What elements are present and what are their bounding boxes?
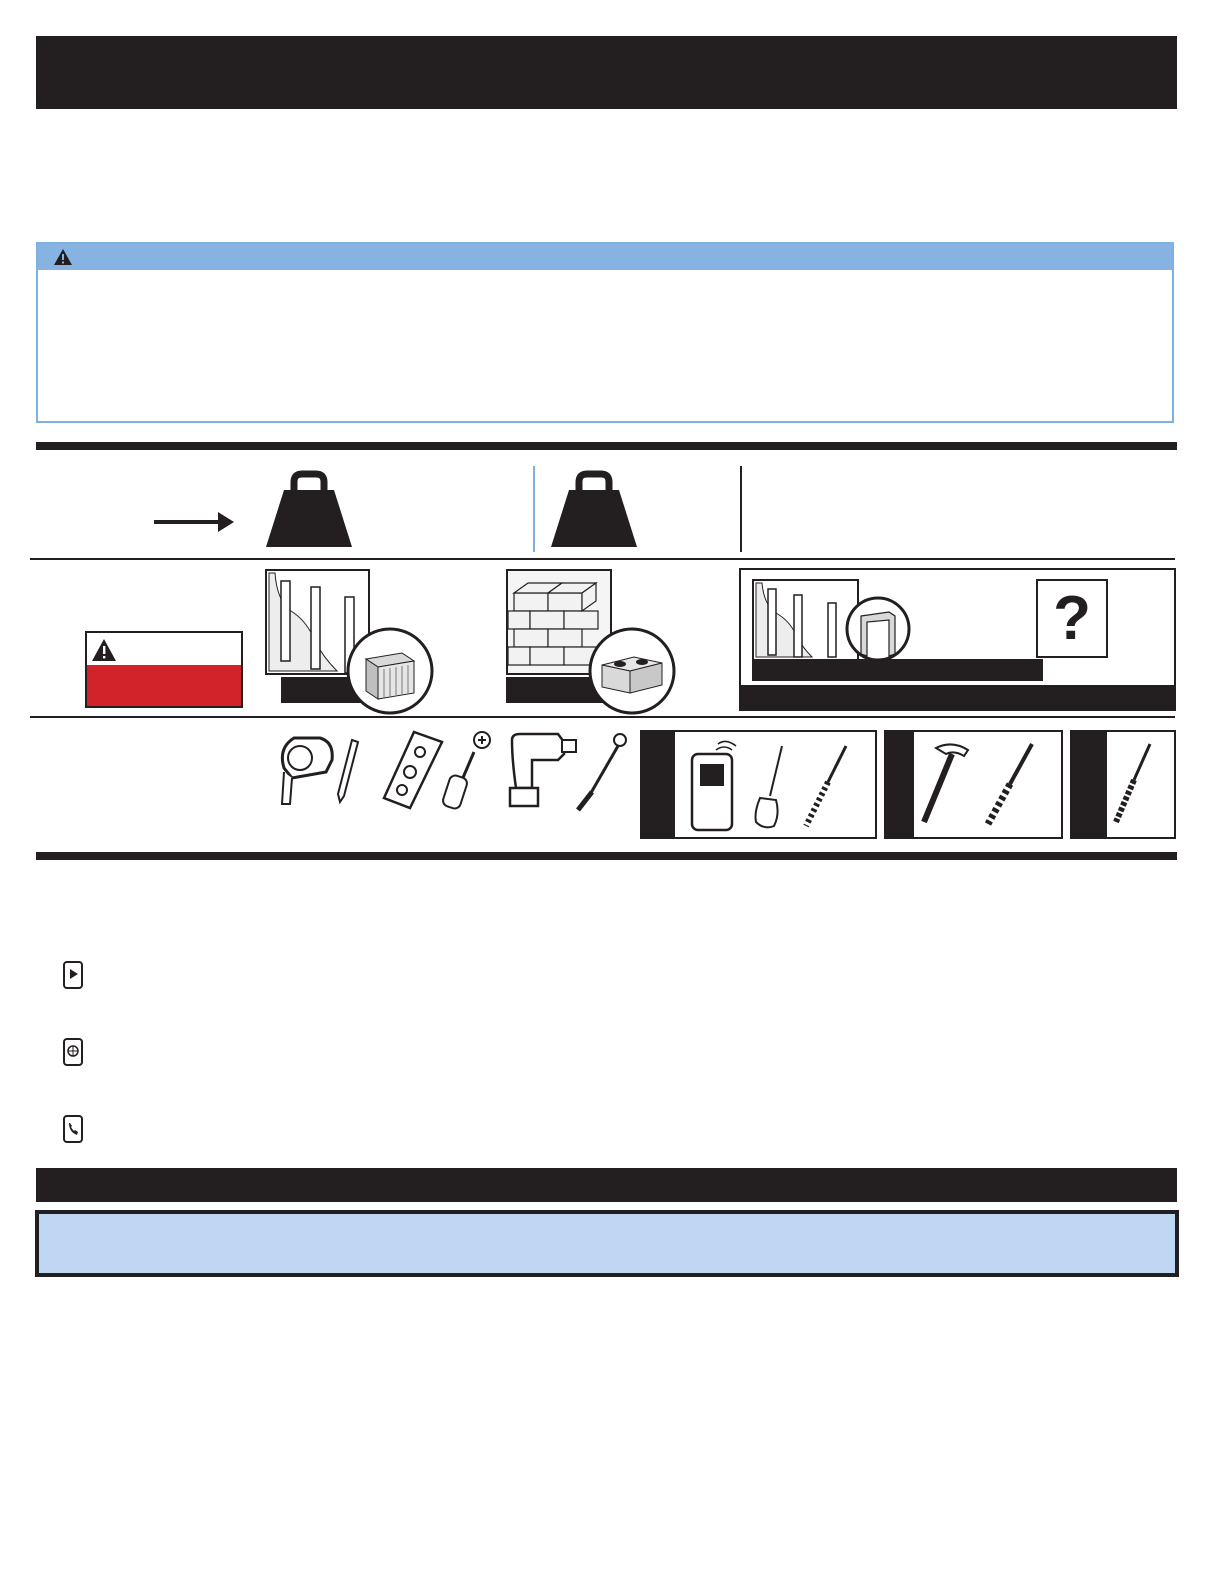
question-mark: ? [1053,584,1091,653]
footer-note-box [35,1210,1179,1277]
header-bar [36,36,1177,109]
call-phone-icon [62,1114,84,1144]
section-rule-bottom [36,852,1177,860]
tool-group-tab [886,732,914,837]
drill-icon [506,730,580,810]
warning-triangle-icon [91,638,117,662]
level-icon [382,730,444,810]
concrete-block-panel [506,569,676,714]
pencil-icon [336,738,360,804]
section-rule-top [36,442,1177,450]
warning-box [36,242,1174,423]
metal-stud-detail-icon [845,596,911,662]
screwdriver-icon [440,730,496,812]
arrow-right-icon [154,510,236,534]
metal-stud-frame [752,579,859,661]
danger-label-box [85,631,243,708]
stud-finder-icon [686,738,742,834]
danger-label-red [87,665,241,706]
hammer-icon [916,738,978,830]
danger-label-top [87,633,241,665]
warning-triangle-icon [53,248,73,266]
wood-bit-icon [1108,740,1158,830]
tool-group-stud-finder [640,730,877,839]
drill-bit-icon [570,730,630,812]
weight-icon [549,470,639,548]
weight-divider-dark [740,466,742,552]
footer-bar [36,1168,1177,1202]
web-phone-icon [62,1037,84,1067]
wood-block-icon [346,627,434,715]
surface-label-bar [752,659,1043,681]
drill-bit-icon [980,740,1040,830]
wood-stud-panel [265,569,435,714]
tool-group-tab [642,732,675,837]
metal-studs-icon [754,581,857,659]
weight-icon [264,470,354,548]
weight-divider-blue [533,466,535,552]
tape-measure-icon [274,728,336,810]
metal-stud-panel [739,568,1176,711]
row-divider [30,716,1175,718]
tool-group-hammer [884,730,1063,839]
tool-group-tab [1072,732,1107,837]
tool-group-bit [1070,730,1176,839]
video-phone-icon [62,960,84,990]
row-divider [30,558,1175,560]
panel-footer-bar [741,685,1174,709]
cinder-block-icon [588,627,676,715]
warning-header [38,244,1172,270]
masonry-bit-icon [798,742,854,832]
awl-icon [746,742,790,832]
question-box [1036,579,1108,658]
